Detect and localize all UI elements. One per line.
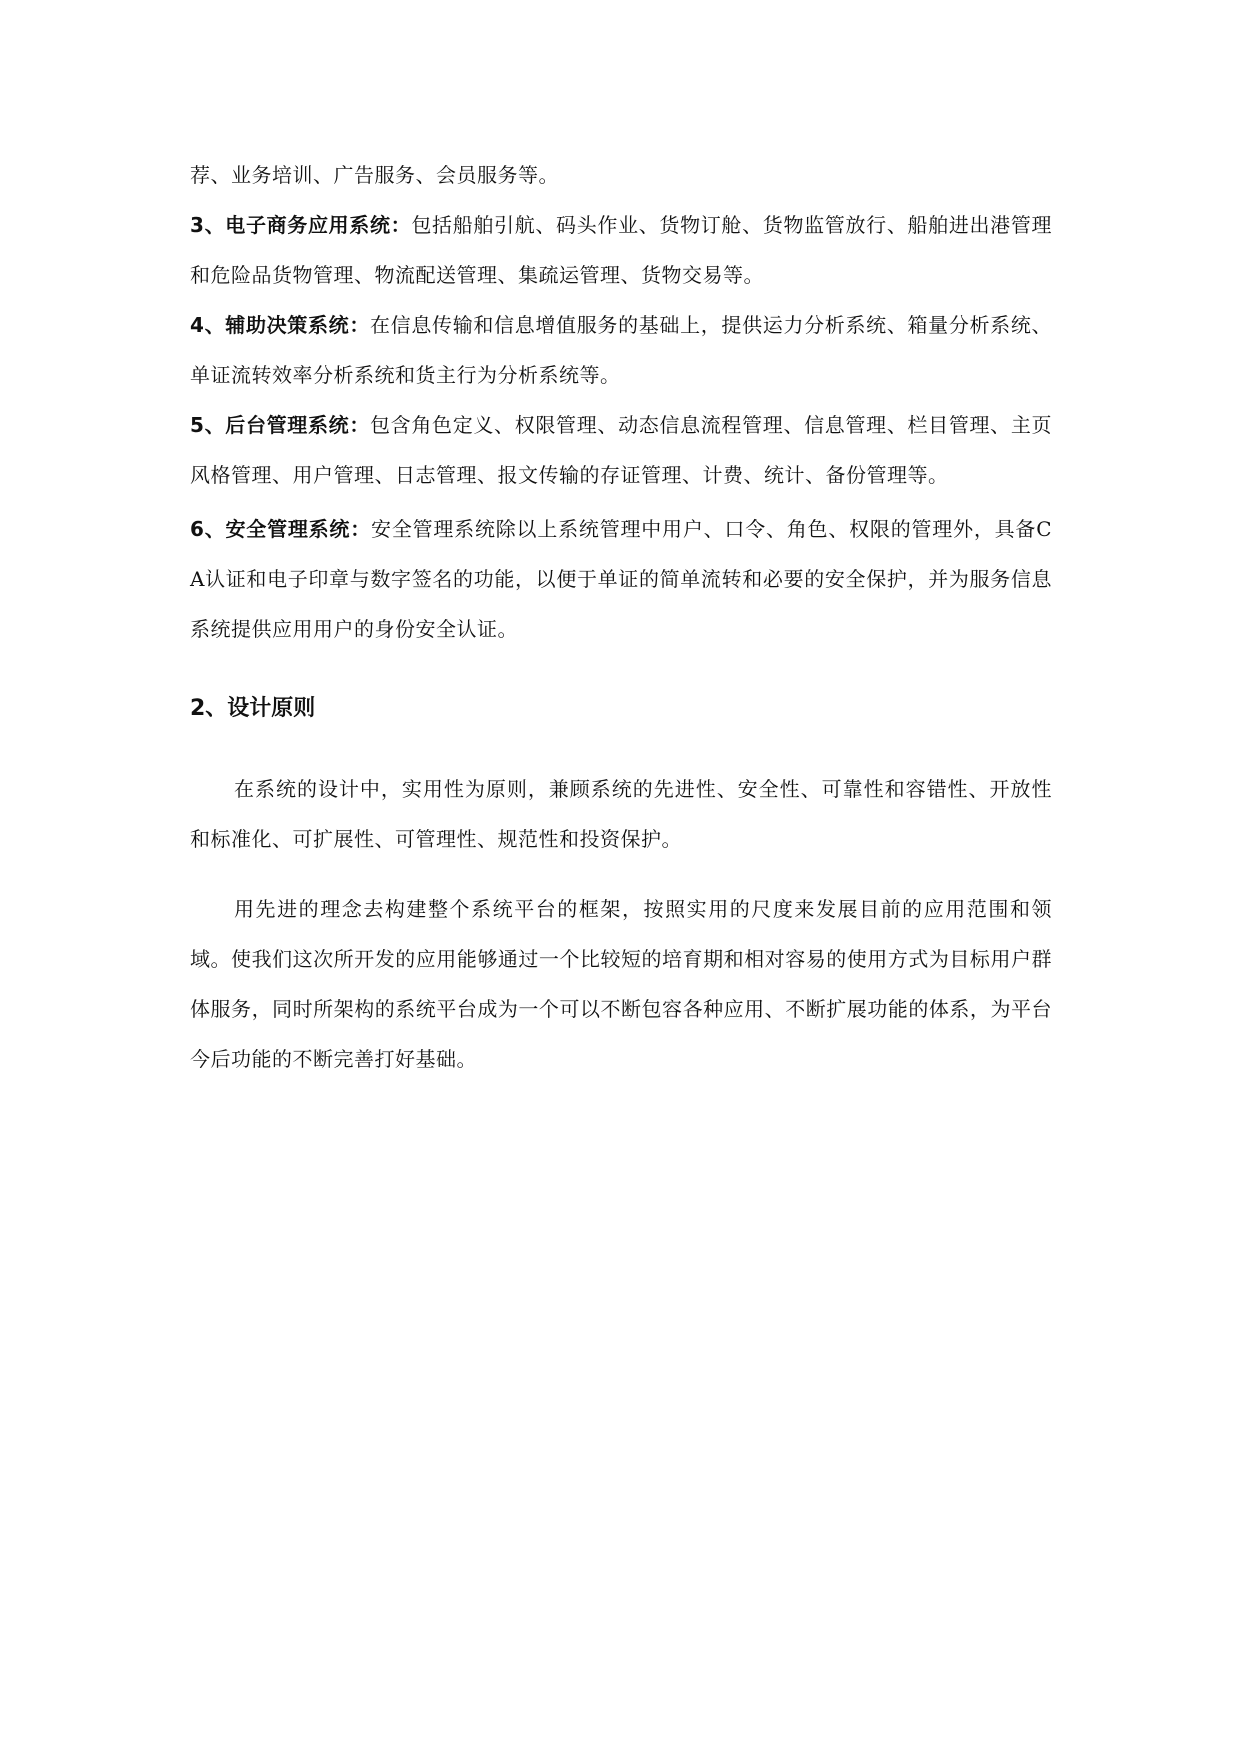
item-colon: ： (350, 517, 372, 541)
item-colon: ： (349, 413, 370, 437)
item-term: 后台管理系统 (225, 413, 350, 437)
list-item-3 (190, 200, 1052, 300)
item-colon: ： (390, 213, 412, 237)
item-term: 安全管理系统 (225, 517, 351, 541)
list-item-6 (190, 504, 1052, 654)
item-term: 辅助决策系统 (225, 313, 350, 337)
item-text: 安全管理系统除以上系统管理中用户、口令、角色、权限的管理外，具备CA认证和电子印章与数字签名的功能，以便于单证的简单流转和必要的安全保护，并为服务信息系统提供应用用户的身份安全认证。 (190, 517, 1053, 641)
document-page (190, 150, 1052, 1084)
item-number: 6、 (190, 517, 226, 541)
item-text: 包含角色定义、权限管理、动态信息流程管理、信息管理、栏目管理、主页风格管理、用户管理、日志管理、报文传输的存证管理、计费、统计、备份管理等。 (190, 413, 1053, 487)
item-number: 3、 (190, 213, 226, 237)
item-term: 电子商务应用系统 (225, 213, 391, 237)
item-text: 包括船舶引航、码头作业、货物订舱、货物监管放行、船舶进出港管理和危险品货物管理、物流配送管理、集疏运管理、货物交易等。 (190, 213, 1053, 287)
list-item-5 (190, 400, 1052, 500)
continuation-text: 荐、业务培训、广告服务、会员服务等。 (190, 163, 559, 187)
list-item-4 (190, 300, 1052, 400)
item-text: 在信息传输和信息增值服务的基础上，提供运力分析系统、箱量分析系统、单证流转效率分析系统和货主行为分析系统等。 (190, 313, 1053, 387)
item-number: 5、 (190, 413, 226, 437)
body-paragraph-2: 用先进的理念去构建整个系统平台的框架，按照实用的尺度来发展目前的应用范围和领域。使我们这次所开发的应用能够通过一个比较短的培育期和相对容易的使用方式为目标用户群体服务，同时所架构的系统平台成为一个可以不断包容各种应用、不断扩展功能的体系，为平台今后功能的不断完善打好基础。 (190, 897, 1052, 1071)
item-colon: ： (349, 313, 370, 337)
continuation-paragraph (190, 150, 1052, 200)
item-number: 4、 (190, 313, 226, 337)
section-heading: 2、设计原则 (190, 696, 316, 721)
body-paragraph-1: 在系统的设计中，实用性为原则，兼顾系统的先进性、安全性、可靠性和容错性、开放性和标准化、可扩展性、可管理性、规范性和投资保护。 (190, 777, 1052, 851)
